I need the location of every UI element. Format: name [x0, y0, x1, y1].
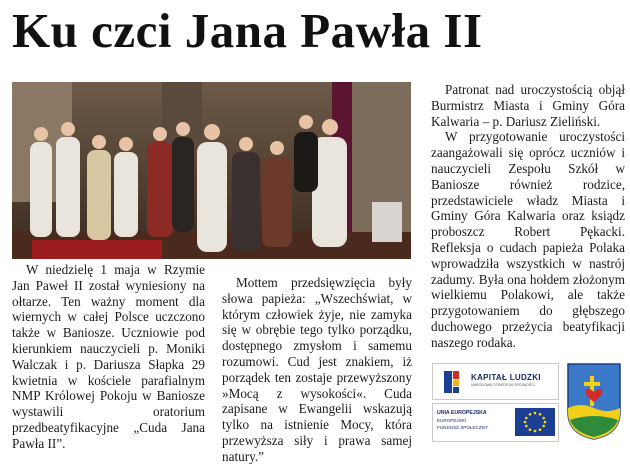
kapital-ludzki-logo: [432, 363, 559, 400]
paragraph: Patronat nad uroczystością objął Burmistrz Miasta i Gminy Góra Kalwaria – p. Dariusz Zieliński.: [431, 82, 625, 129]
paragraph: W przygotowanie uroczystości zaangażowali się oprócz uczniów i nauczycieli Zespołu Szkół w Baniosze również rodzice, przedstawiciele władz Miasta i Gminy Góra Kalwaria oraz ksiądz proboszcz Robert Pękacki. Refleksja o cudach papieża Polaka wprowadziła wszystkich w nastrój zadumy. Była ona hołdem złożonym wielkiemu Polakowi, ale także przygotowaniem do głębszego duchowego przeżycia beatyfikacji naszego rodaka.: [431, 129, 625, 350]
eu-flag-icon: [515, 408, 555, 436]
logo-line-3: FUNDUSZ SPOŁECZNY: [437, 425, 489, 430]
article-headline: Ku czci Jana Pawła II: [12, 3, 483, 58]
article-column-2: [222, 275, 412, 465]
article-column-3: [431, 82, 625, 351]
logo-title: KAPITAŁ LUDZKI: [471, 373, 541, 382]
article-photo: [12, 82, 411, 259]
photo-icon: [12, 82, 411, 259]
eu-logo: [432, 403, 559, 442]
logo-line-1: UNIA EUROPEJSKA: [437, 410, 487, 416]
logo-line-2: EUROPEJSKI: [437, 418, 467, 423]
kapital-ludzki-icon: [436, 365, 470, 398]
article-column-1: [12, 262, 205, 452]
paragraph: Mottem przedsięwzięcia były słowa papieża: „Wszechświat, w którym człowiek żyje, nie zamyka się w obrębie tego tylko porządku, dostępnego zmysłom i samemu rozumowi. Cud jest znakiem, iż porządek ten zostaje przewyższony »Mocą z wysokości«. Cuda zapisane w Ewangelii wskazują tylko na istnienie Mocy, która przewyższa siły i prawa samej natury.”: [222, 275, 412, 464]
logo-subtitle: NARODOWA STRATEGIA SPÓJNOŚCI: [471, 383, 535, 387]
paragraph: W niedzielę 1 maja w Rzymie Jan Paweł II został wyniesiony na ołtarze. Ten ważny moment dla wiernych w całej Polsce uczczono także w Baniosze. Uczniowie pod kierunkiem nauczycieli p. Moniki Walczak i p. Dariusza Słapka 29 kwietnia w kościele parafialnym NMP Królowej Pokoju w Baniosze wystawili oratorium przedbeatyfikacyjne „Cuda Jana Pawła II”.: [12, 262, 205, 451]
town-crest-icon: [566, 362, 622, 440]
